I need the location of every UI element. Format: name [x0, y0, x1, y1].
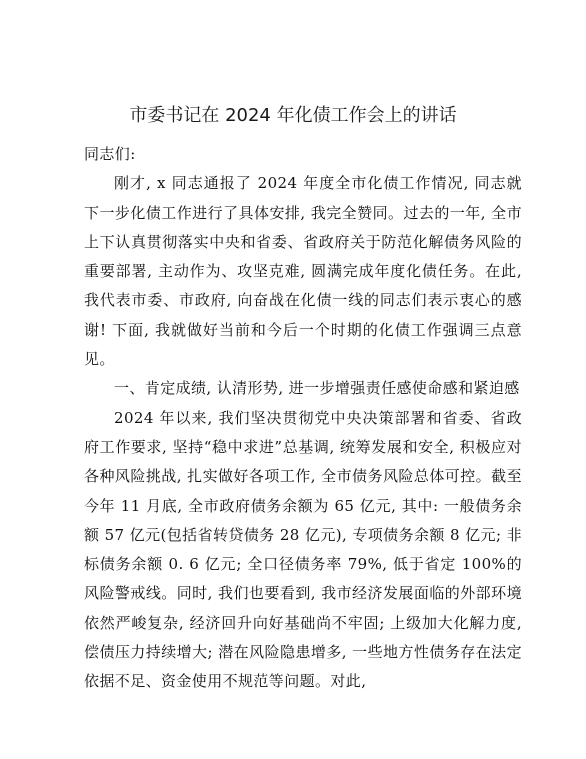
document-title: 市委书记在 2024 年化债工作会上的讲话 — [129, 105, 457, 126]
salutation: 同志们: — [84, 145, 136, 163]
section-heading-1: 一、肯定成绩, 认清形势, 进一步增强责任感使命感和紧迫感 — [114, 379, 520, 398]
paragraph-section-1: 2024 年以来, 我们坚决贯彻党中央决策部署和省委、省政府工作要求, 坚持“稳中求进”总基调, 统筹发展和安全, 积极应对各种风险挑战, 扎实做好各项工作, 全市债务风险总体可控。截至今年 11 月底, 全市政府债务余额为 65 亿元, 其中: 一般债务余额 57 亿元(包括省转贷债务 28 亿元), 专项债务余额 8 亿元; 非标债务余额 0. 6 亿元; 全口径债务率 79%, 低于省定 100%的风险警戒线。同时, 我们也要看到, 我市经济发展面临的外部环境依然严峻复杂, 经济回升向好基础尚不牢固; 上级加大化解力度, 偿债压力持续增大; 潜在风险隐患增多, 一些地方性债务存在法定依据不足、资金使用不规范等问题。对此, — [84, 408, 522, 691]
paragraph-intro: 刚才, x 同志通报了 2024 年度全市化债工作情况, 同志就下一步化债工作进行了具体安排, 我完全赞同。过去的一年, 全市上下认真贯彻落实中央和省委、省政府关于防范化解债务风险的重要部署, 主动作为、攻坚克难, 圆满完成年度化债任务。在此, 我代表市委、市政府, 向奋战在化债一线的同志们表示衷心的感谢! 下面, 我就做好当前和今后一个时期的化债工作强调三点意见。 — [84, 174, 522, 369]
document-body — [84, 140, 522, 697]
